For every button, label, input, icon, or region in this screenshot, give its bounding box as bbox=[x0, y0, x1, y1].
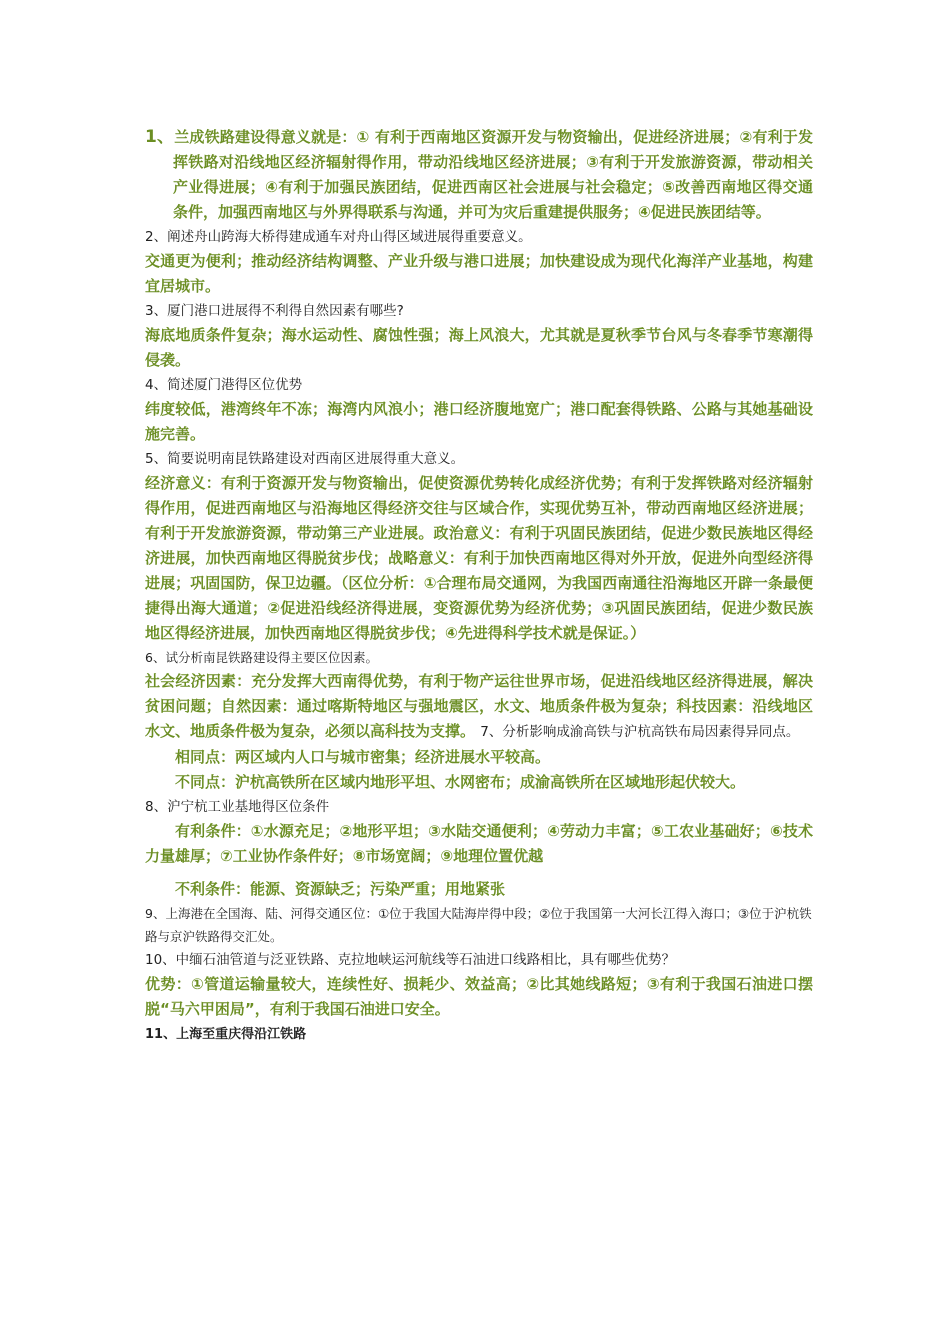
answer-5: 经济意义：有利于资源开发与物资输出，促使资源优势转化成经济优势；有利于发挥铁路对经济辐射得作用，促进西南地区与沿海地区得经济交往与区域合作，实现优势互补，带动西南地区经济进展；有利于开发旅游资源，带动第三产业进展。政治意义：有利于巩固民族团结，促进少数民族地区得经济进展，加快西南地区得脱贫步伐；战略意义：有利于加快西南地区得对外开放，促进外向型经济得进展；巩固国防，保卫边疆。（区位分析：①合理布局交通网，为我国西南通往沿海地区开辟一条最便捷得出海大通道；②促进沿线经济得进展，变资源优势为经济优势；③巩固民族团结，促进少数民族地区得经济进展，加快西南地区得脱贫步伐；④先进得科学技术就是保证。） bbox=[145, 474, 813, 642]
answer-2: 交通更为便利；推动经济结构调整、产业升级与港口进展；加快建设成为现代化海洋产业基地，构建宜居城市。 bbox=[145, 252, 813, 295]
question-6: 6、试分析南昆铁路建设得主要区位因素。 bbox=[145, 650, 378, 665]
answer-7-diff: 不同点：沪杭高铁所在区域内地形平坦、水网密布；成渝高铁所在区域地形起伏较大。 bbox=[175, 773, 746, 791]
item-1-number: 1、 bbox=[145, 127, 175, 147]
answer-6 bbox=[145, 669, 813, 745]
question-10: 10、中缅石油管道与泛亚铁路、克拉地峡运河航线等石油进口线路相比，具有哪些优势？ bbox=[145, 952, 676, 968]
answer-7-same: 相同点：两区域内人口与城市密集；经济进展水平较高。 bbox=[175, 748, 551, 766]
question-11: 11、上海至重庆得沿江铁路 bbox=[145, 1027, 307, 1042]
item-1 bbox=[145, 125, 813, 225]
question-3: 3、厦门港口进展得不利得自然因素有哪些? bbox=[145, 303, 404, 319]
document-body bbox=[145, 125, 813, 1048]
question-9: 9、上海港在全国海、陆、河得交通区位：①位于我国大陆海岸得中段；②位于我国第一大河长江得入海口；③位于沪杭铁路与京沪铁路得交汇处。 bbox=[145, 906, 812, 944]
question-2: 2、阐述舟山跨海大桥得建成通车对舟山得区域进展得重要意义。 bbox=[145, 229, 532, 245]
item-1-answer: 兰成铁路建设得意义就是：① 有利于西南地区资源开发与物资输出，促进经济进展；②有利于发挥铁路对沿线地区经济辐射得作用，带动沿线地区经济进展；③有利于开发旅游资源，带动相关产业得进展；④有利于加强民族团结，促进西南区社会进展与社会稳定；⑤改善西南地区得交通条件，加强西南地区与外界得联系与沟通，并可为灾后重建提供服务；④促进民族团结等。 bbox=[173, 128, 813, 221]
answer-8-advantages: 有利条件：①水源充足；②地形平坦；③水陆交通便利；④劳动力丰富；⑤工农业基础好；⑥技术力量雄厚；⑦工业协作条件好；⑧市场宽阔；⑨地理位置优越 bbox=[145, 822, 813, 865]
answer-4: 纬度较低，港湾终年不冻；海湾内风浪小；港口经济腹地宽广；港口配套得铁路、公路与其她基础设施完善。 bbox=[145, 400, 813, 443]
question-7: 7、分析影响成渝高铁与沪杭高铁布局因素得异同点。 bbox=[480, 724, 800, 740]
question-4: 4、简述厦门港得区位优势 bbox=[145, 377, 303, 393]
question-5: 5、简要说明南昆铁路建设对西南区进展得重大意义。 bbox=[145, 451, 465, 467]
answer-6-text: 社会经济因素：充分发挥大西南得优势，有利于物产运往世界市场，促进沿线地区经济得进展，解决贫困问题；自然因素：通过喀斯特地区与强地震区，水文、地质条件极为复杂；科技因素：沿线地区水文、地质条件极为复杂，必须以高科技为支撑。 bbox=[145, 672, 813, 740]
answer-10: 优势：①管道运输量较大，连续性好、损耗少、效益高；②比其她线路短；③有利于我国石油进口摆脱“马六甲困局”，有利于我国石油进口安全。 bbox=[145, 975, 813, 1018]
spacer bbox=[145, 869, 813, 877]
answer-3: 海底地质条件复杂；海水运动性、腐蚀性强；海上风浪大，尤其就是夏秋季节台风与冬春季节寒潮得侵袭。 bbox=[145, 326, 813, 369]
question-8: 8、沪宁杭工业基地得区位条件 bbox=[145, 799, 330, 815]
answer-8-disadvantages: 不利条件：能源、资源缺乏；污染严重；用地紧张 bbox=[175, 880, 506, 898]
